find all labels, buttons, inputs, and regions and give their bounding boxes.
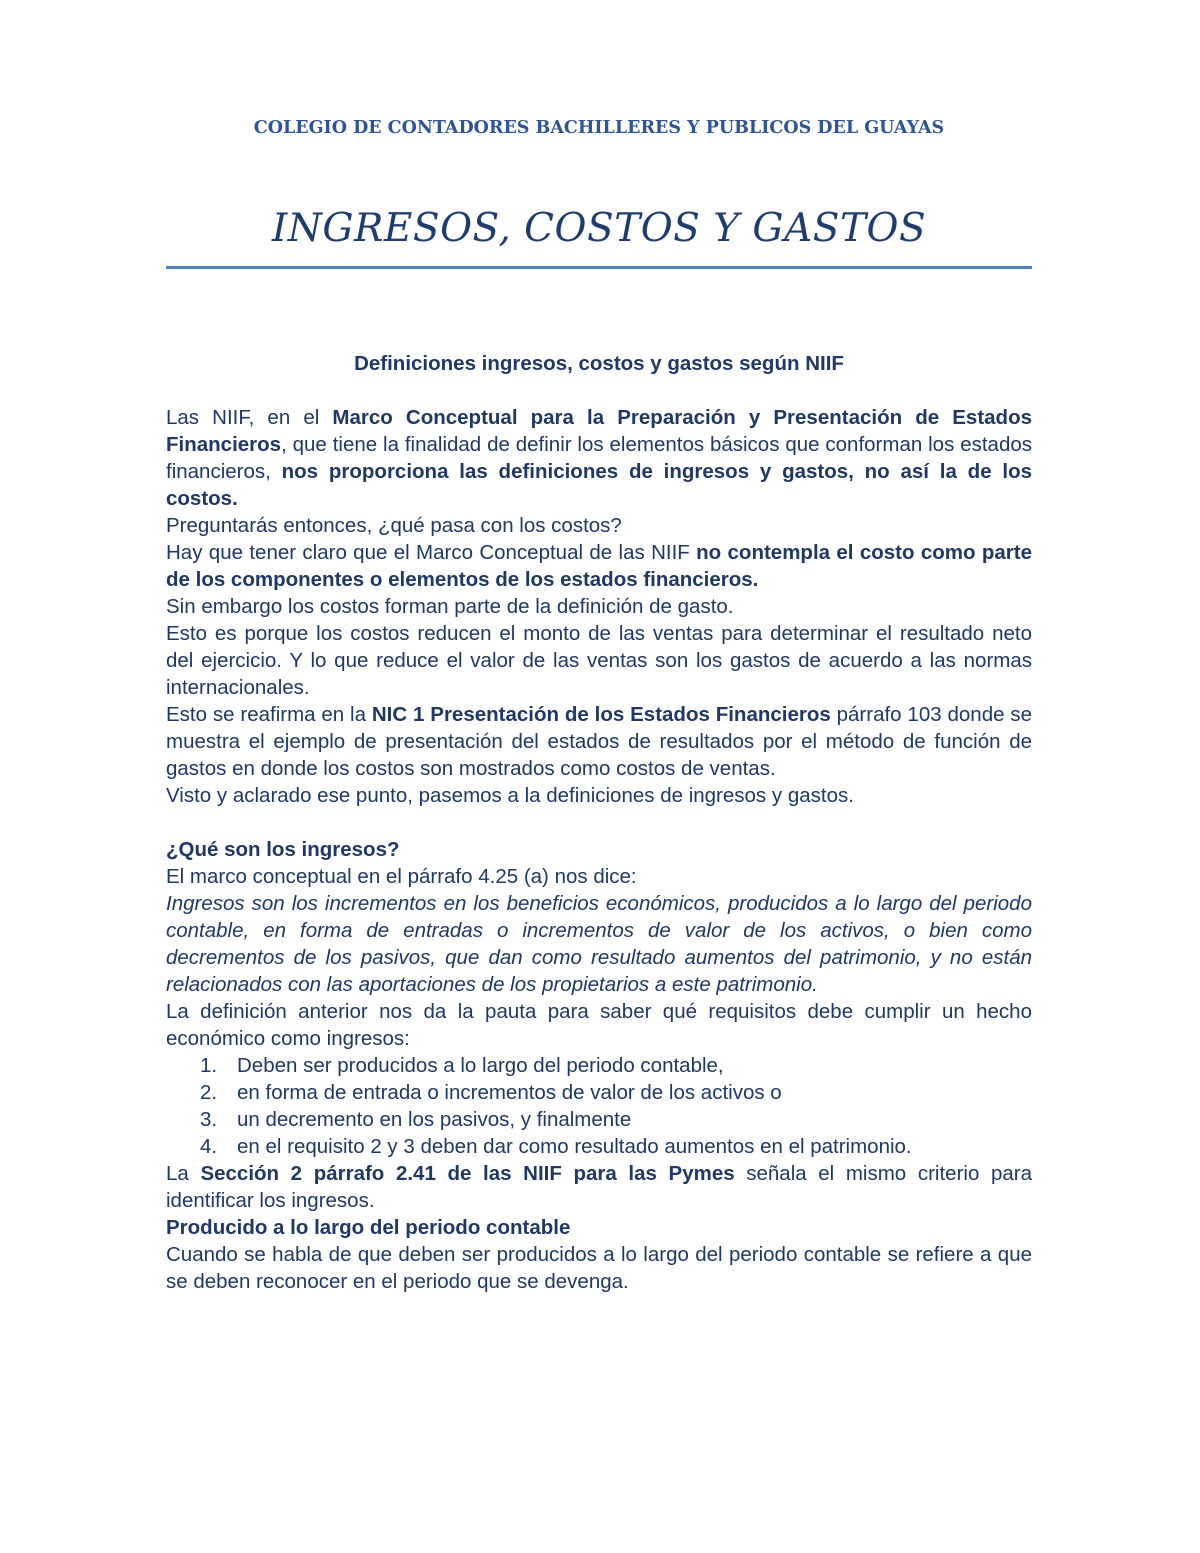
list-number: 3. [200, 1108, 218, 1131]
bold-run: nos proporciona las definiciones de ingresos y gastos, no así la de los costos. [166, 460, 1033, 510]
paragraph-costo [166, 539, 1032, 593]
text-run: Esto se reafirma en la [166, 703, 372, 726]
text-run: señala el mismo criterio para identificar los ingresos. [166, 1162, 1032, 1212]
list-text: en el requisito 2 y 3 deben dar como resultado aumentos en el patrimonio. [237, 1135, 912, 1158]
title-underline [166, 266, 1032, 269]
list-item [166, 1133, 1032, 1160]
bold-run: NIC 1 Presentación de los Estados Financieros [371, 703, 831, 726]
paragraph-question: Preguntarás entonces, ¿qué pasa con los costos? [166, 514, 622, 537]
list-number: 4. [200, 1135, 218, 1158]
spacer [166, 809, 1032, 836]
list-item [166, 1079, 1032, 1106]
bold-run: Sección 2 párrafo 2.41 de las NIIF para las Pymes [200, 1162, 735, 1185]
section-heading-ingresos [166, 836, 1032, 863]
paragraph-visto: Visto y aclarado ese punto, pasemos a la definiciones de ingresos y gastos. [166, 784, 854, 807]
paragraph-sin-embargo: Sin embargo los costos forman parte de la definición de gasto. [166, 595, 734, 618]
paragraph-marco-conceptual [166, 404, 1032, 512]
text-run: La [166, 1162, 201, 1185]
list-item [166, 1106, 1032, 1133]
bold-run: Marco Conceptual para la Preparación y Presentación de Estados Financieros [166, 406, 1033, 456]
paragraph-devenga: Cuando se habla de que deben ser producidos a lo largo del periodo contable se refiere a que se deben reconocer en el periodo que se devenga. [166, 1243, 1032, 1293]
subheading-producido [166, 1214, 1032, 1241]
bold-run: no contempla el costo como parte de los componentes o elementos de los estados financieros. [166, 541, 1032, 591]
bold-run: ¿Qué son los ingresos? [166, 838, 400, 861]
bold-run: Producido a lo largo del periodo contable [166, 1216, 571, 1239]
paragraph-esto-es-porque: Esto es porque los costos reducen el monto de las ventas para determinar el resultado neto del ejercicio. Y lo que reduce el valor de las ventas son los gastos de acuerdo a las normas internacionales. [166, 622, 1032, 699]
quote-definition: Ingresos son los incrementos en los beneficios económicos, producidos a lo largo del periodo contable, en forma de entradas o incrementos de valor de los activos, o bien como decrementos de los pasivos, que dan como resultado aumentos del patrimonio, y no están relacionados con las aportaciones de los propietarios a este patrimonio. [166, 892, 1032, 996]
text-run: , que tiene la finalidad de definir los elementos básicos que conforman los estados financieros, [166, 433, 1032, 483]
paragraph-nic1 [166, 701, 1032, 782]
list-number: 2. [200, 1081, 218, 1104]
paragraph-seccion2 [166, 1160, 1032, 1214]
text-run: Las NIIF, en el [166, 406, 333, 429]
section-heading-definitions: Definiciones ingresos, costos y gastos según NIIF [354, 352, 844, 375]
document-title: INGRESOS, COSTOS Y GASTOS [271, 206, 927, 251]
list-number: 1. [200, 1054, 218, 1077]
document-body [166, 350, 1032, 1295]
paragraph-intro: El marco conceptual en el párrafo 4.25 (a) nos dice: [166, 865, 637, 888]
organization-name: COLEGIO DE CONTADORES BACHILLERES Y PUBLICOS DEL GUAYAS [253, 118, 945, 138]
text-run: párrafo 103 donde se muestra el ejemplo de presentación del estados de resultados por el método de función de gastos en donde los costos son mostrados como costos de ventas. [166, 703, 1032, 780]
list-text: Deben ser producidos a lo largo del periodo contable, [237, 1054, 724, 1077]
requirements-list [166, 1052, 1032, 1160]
text-run: Hay que tener claro que el Marco Conceptual de las NIIF [166, 541, 697, 564]
paragraph-pauta: La definición anterior nos da la pauta para saber qué requisitos debe cumplir un hecho económico como ingresos: [166, 1000, 1032, 1050]
list-text: un decremento en los pasivos, y finalmente [237, 1108, 632, 1131]
list-item [166, 1052, 1032, 1079]
list-text: en forma de entrada o incrementos de valor de los activos o [237, 1081, 782, 1104]
